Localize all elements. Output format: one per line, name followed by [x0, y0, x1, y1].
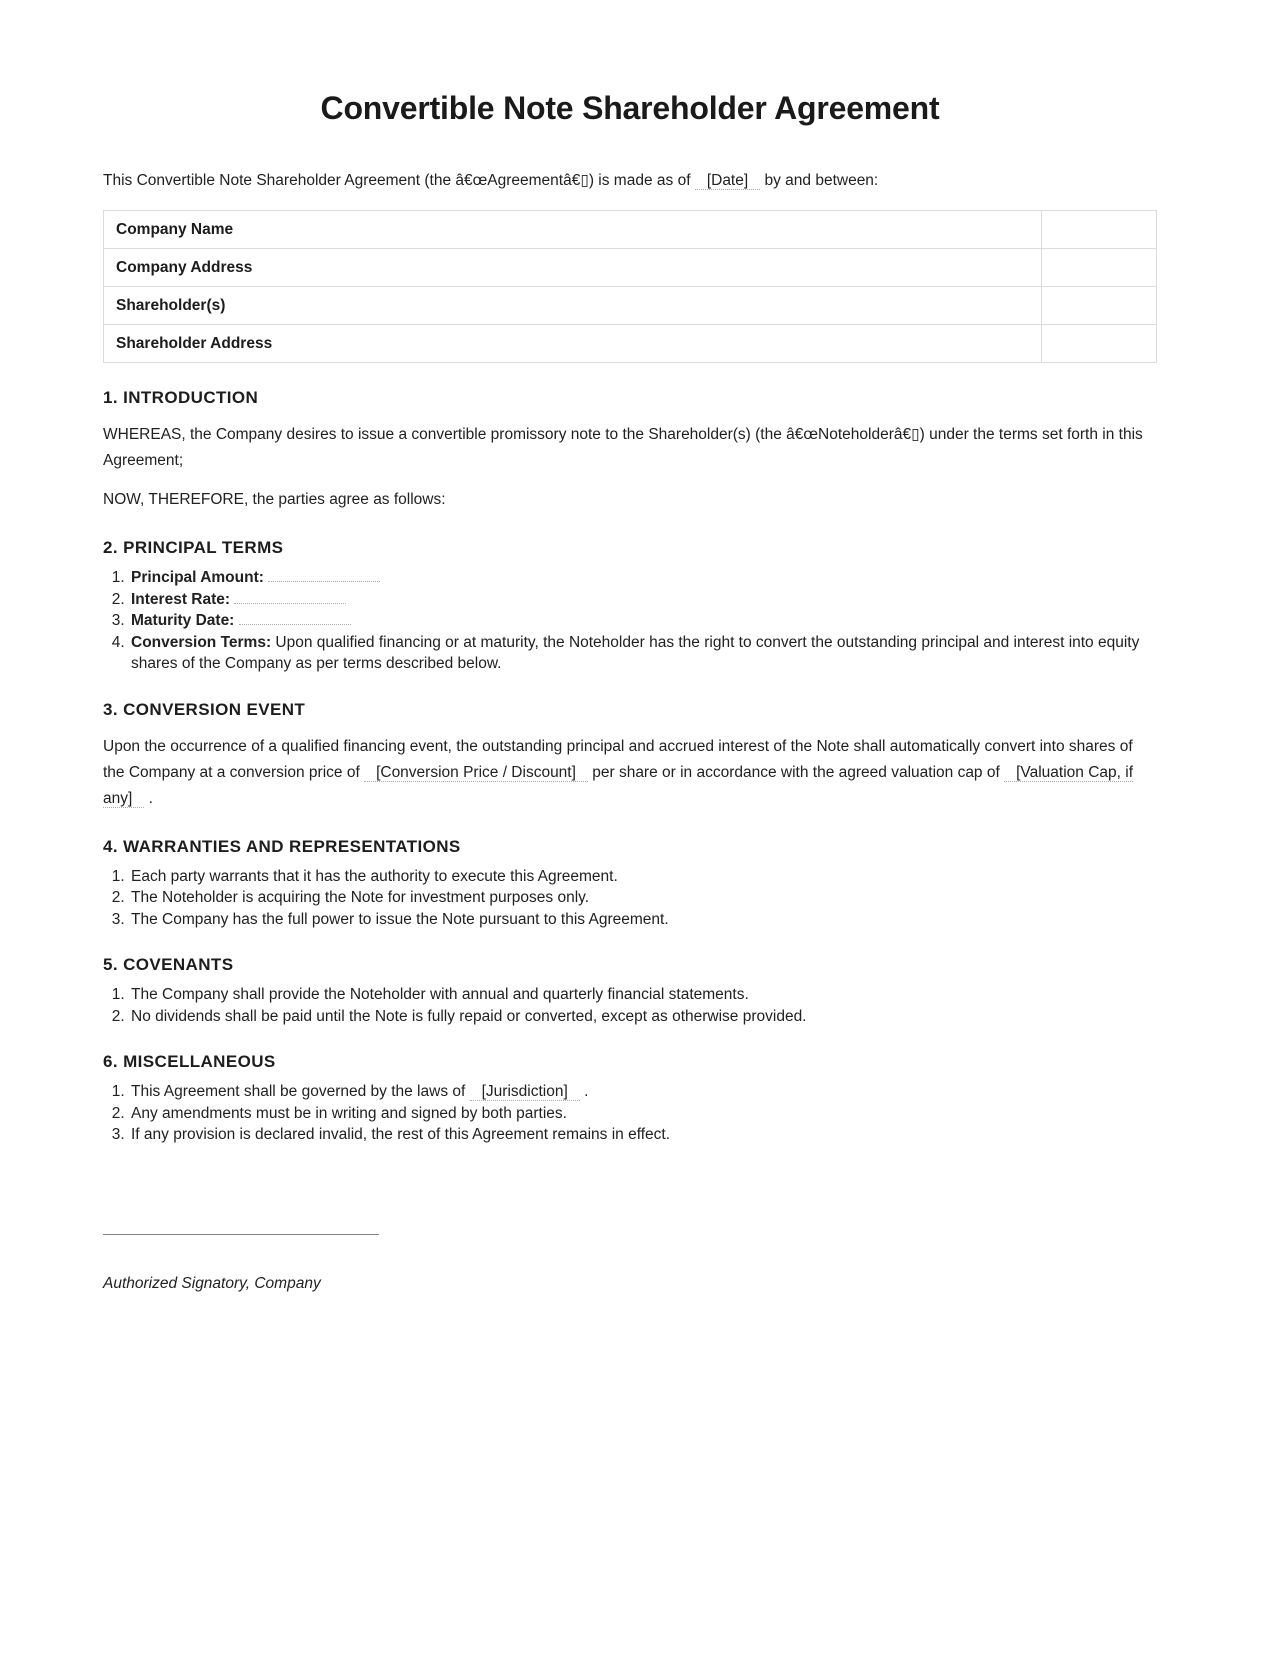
principal-terms-list [103, 567, 1157, 675]
conversion-event-text-2: per share or in accordance with the agreed valuation cap of [592, 763, 1000, 781]
miscellaneous-heading: 6. MISCELLANEOUS [103, 1052, 276, 1071]
principal-amount-blank[interactable] [268, 567, 380, 582]
company-name-label: Company Name [104, 211, 1042, 249]
section-warranties [103, 836, 1157, 931]
company-address-label: Company Address [104, 249, 1042, 287]
company-address-value-cell[interactable] [1042, 249, 1157, 287]
shareholders-label: Shareholder(s) [104, 287, 1042, 325]
conversion-event-text-1: Upon the occurrence of a qualified financing event, the outstanding principal and accrued interest of the Note shall automatically convert into shares of the Company at a conversion price of [103, 737, 1133, 781]
maturity-date-blank[interactable] [239, 610, 351, 625]
warranties-list [103, 866, 1157, 931]
whereas-paragraph: WHEREAS, the Company desires to issue a convertible promissory note to the Shareholder(s) (the â€œNoteholderâ€▯) under the terms set forth in this Agreement; [103, 426, 1143, 469]
shareholder-address-label: Shareholder Address [104, 325, 1042, 363]
miscellaneous-list [103, 1081, 1157, 1146]
table-row [104, 325, 1157, 363]
intro-text-after-date: by and between: [764, 172, 879, 189]
covenants-list [103, 984, 1157, 1027]
jurisdiction-field[interactable]: [Jurisdiction] [470, 1083, 580, 1101]
conversion-price-field[interactable]: [Conversion Price / Discount] [364, 764, 588, 782]
list-item [129, 610, 1157, 632]
maturity-date-label: Maturity Date: [131, 612, 235, 629]
list-item: 3. The Company has the full power to issue the Note pursuant to this Agreement. [129, 909, 1157, 931]
section-miscellaneous [103, 1051, 1157, 1146]
shareholder-address-value-cell[interactable] [1042, 325, 1157, 363]
company-name-value-cell[interactable] [1042, 211, 1157, 249]
principal-amount-label: Principal Amount: [131, 569, 264, 586]
section-covenants [103, 954, 1157, 1027]
list-item [129, 632, 1157, 675]
list-item: 3. If any provision is declared invalid, the rest of this Agreement remains in effect. [129, 1124, 1157, 1146]
list-item [129, 589, 1157, 611]
list-item [129, 567, 1157, 589]
signature-line[interactable] [103, 1234, 379, 1235]
introduction-heading: 1. INTRODUCTION [103, 388, 259, 407]
document-page [103, 89, 1157, 1585]
principal-terms-heading: 2. PRINCIPAL TERMS [103, 538, 284, 557]
list-item: 1. Each party warrants that it has the authority to execute this Agreement. [129, 866, 1157, 888]
interest-rate-label: Interest Rate: [131, 590, 231, 608]
list-item: 2. Any amendments must be in writing and signed by both parties. [129, 1103, 1157, 1125]
page-title: Convertible Note Shareholder Agreement [320, 90, 940, 126]
table-row [104, 287, 1157, 325]
conversion-terms-text: Upon qualified financing or at maturity, the Noteholder has the right to convert the outstanding principal and interest into equity shares of the Company as per terms described below. [131, 633, 1140, 672]
valuation-cap-field[interactable]: [Valuation Cap, if any] [103, 763, 1134, 807]
covenants-heading: 5. COVENANTS [103, 955, 234, 974]
shareholders-value-cell[interactable] [1042, 287, 1157, 325]
conversion-terms-label: Conversion Terms: [131, 633, 272, 651]
section-conversion-event [103, 699, 1157, 812]
governing-law-text-after: . [584, 1083, 589, 1100]
conversion-event-heading: 3. CONVERSION EVENT [103, 699, 306, 719]
governing-law-text-before: This Agreement shall be governed by the laws of [131, 1083, 466, 1100]
section-principal-terms [103, 537, 1157, 675]
table-row [104, 211, 1157, 249]
interest-rate-blank[interactable] [234, 589, 346, 604]
list-item: 2. No dividends shall be paid until the Note is fully repaid or converted, except as otherwise provided. [129, 1006, 1157, 1028]
list-item [129, 1081, 1157, 1103]
section-introduction [103, 387, 1157, 513]
parties-table [103, 210, 1157, 363]
list-item: 1. The Company shall provide the Noteholder with annual and quarterly financial statements. [129, 984, 1157, 1006]
conversion-event-text-3: . [148, 789, 153, 807]
date-field[interactable]: [Date] [695, 172, 760, 190]
list-item: 2. The Noteholder is acquiring the Note for investment purposes only. [129, 887, 1157, 909]
intro-text-before-date: This Convertible Note Shareholder Agreement (the â€œAgreementâ€▯) is made as of [103, 172, 691, 189]
warranties-heading: 4. WARRANTIES AND REPRESENTATIONS [103, 836, 461, 856]
now-therefore-paragraph: NOW, THEREFORE, the parties agree as follows: [103, 491, 446, 508]
conversion-event-paragraph [103, 734, 1157, 812]
intro-paragraph [103, 168, 1157, 194]
signatory-caption: Authorized Signatory, Company [103, 1274, 321, 1292]
table-row [104, 249, 1157, 287]
